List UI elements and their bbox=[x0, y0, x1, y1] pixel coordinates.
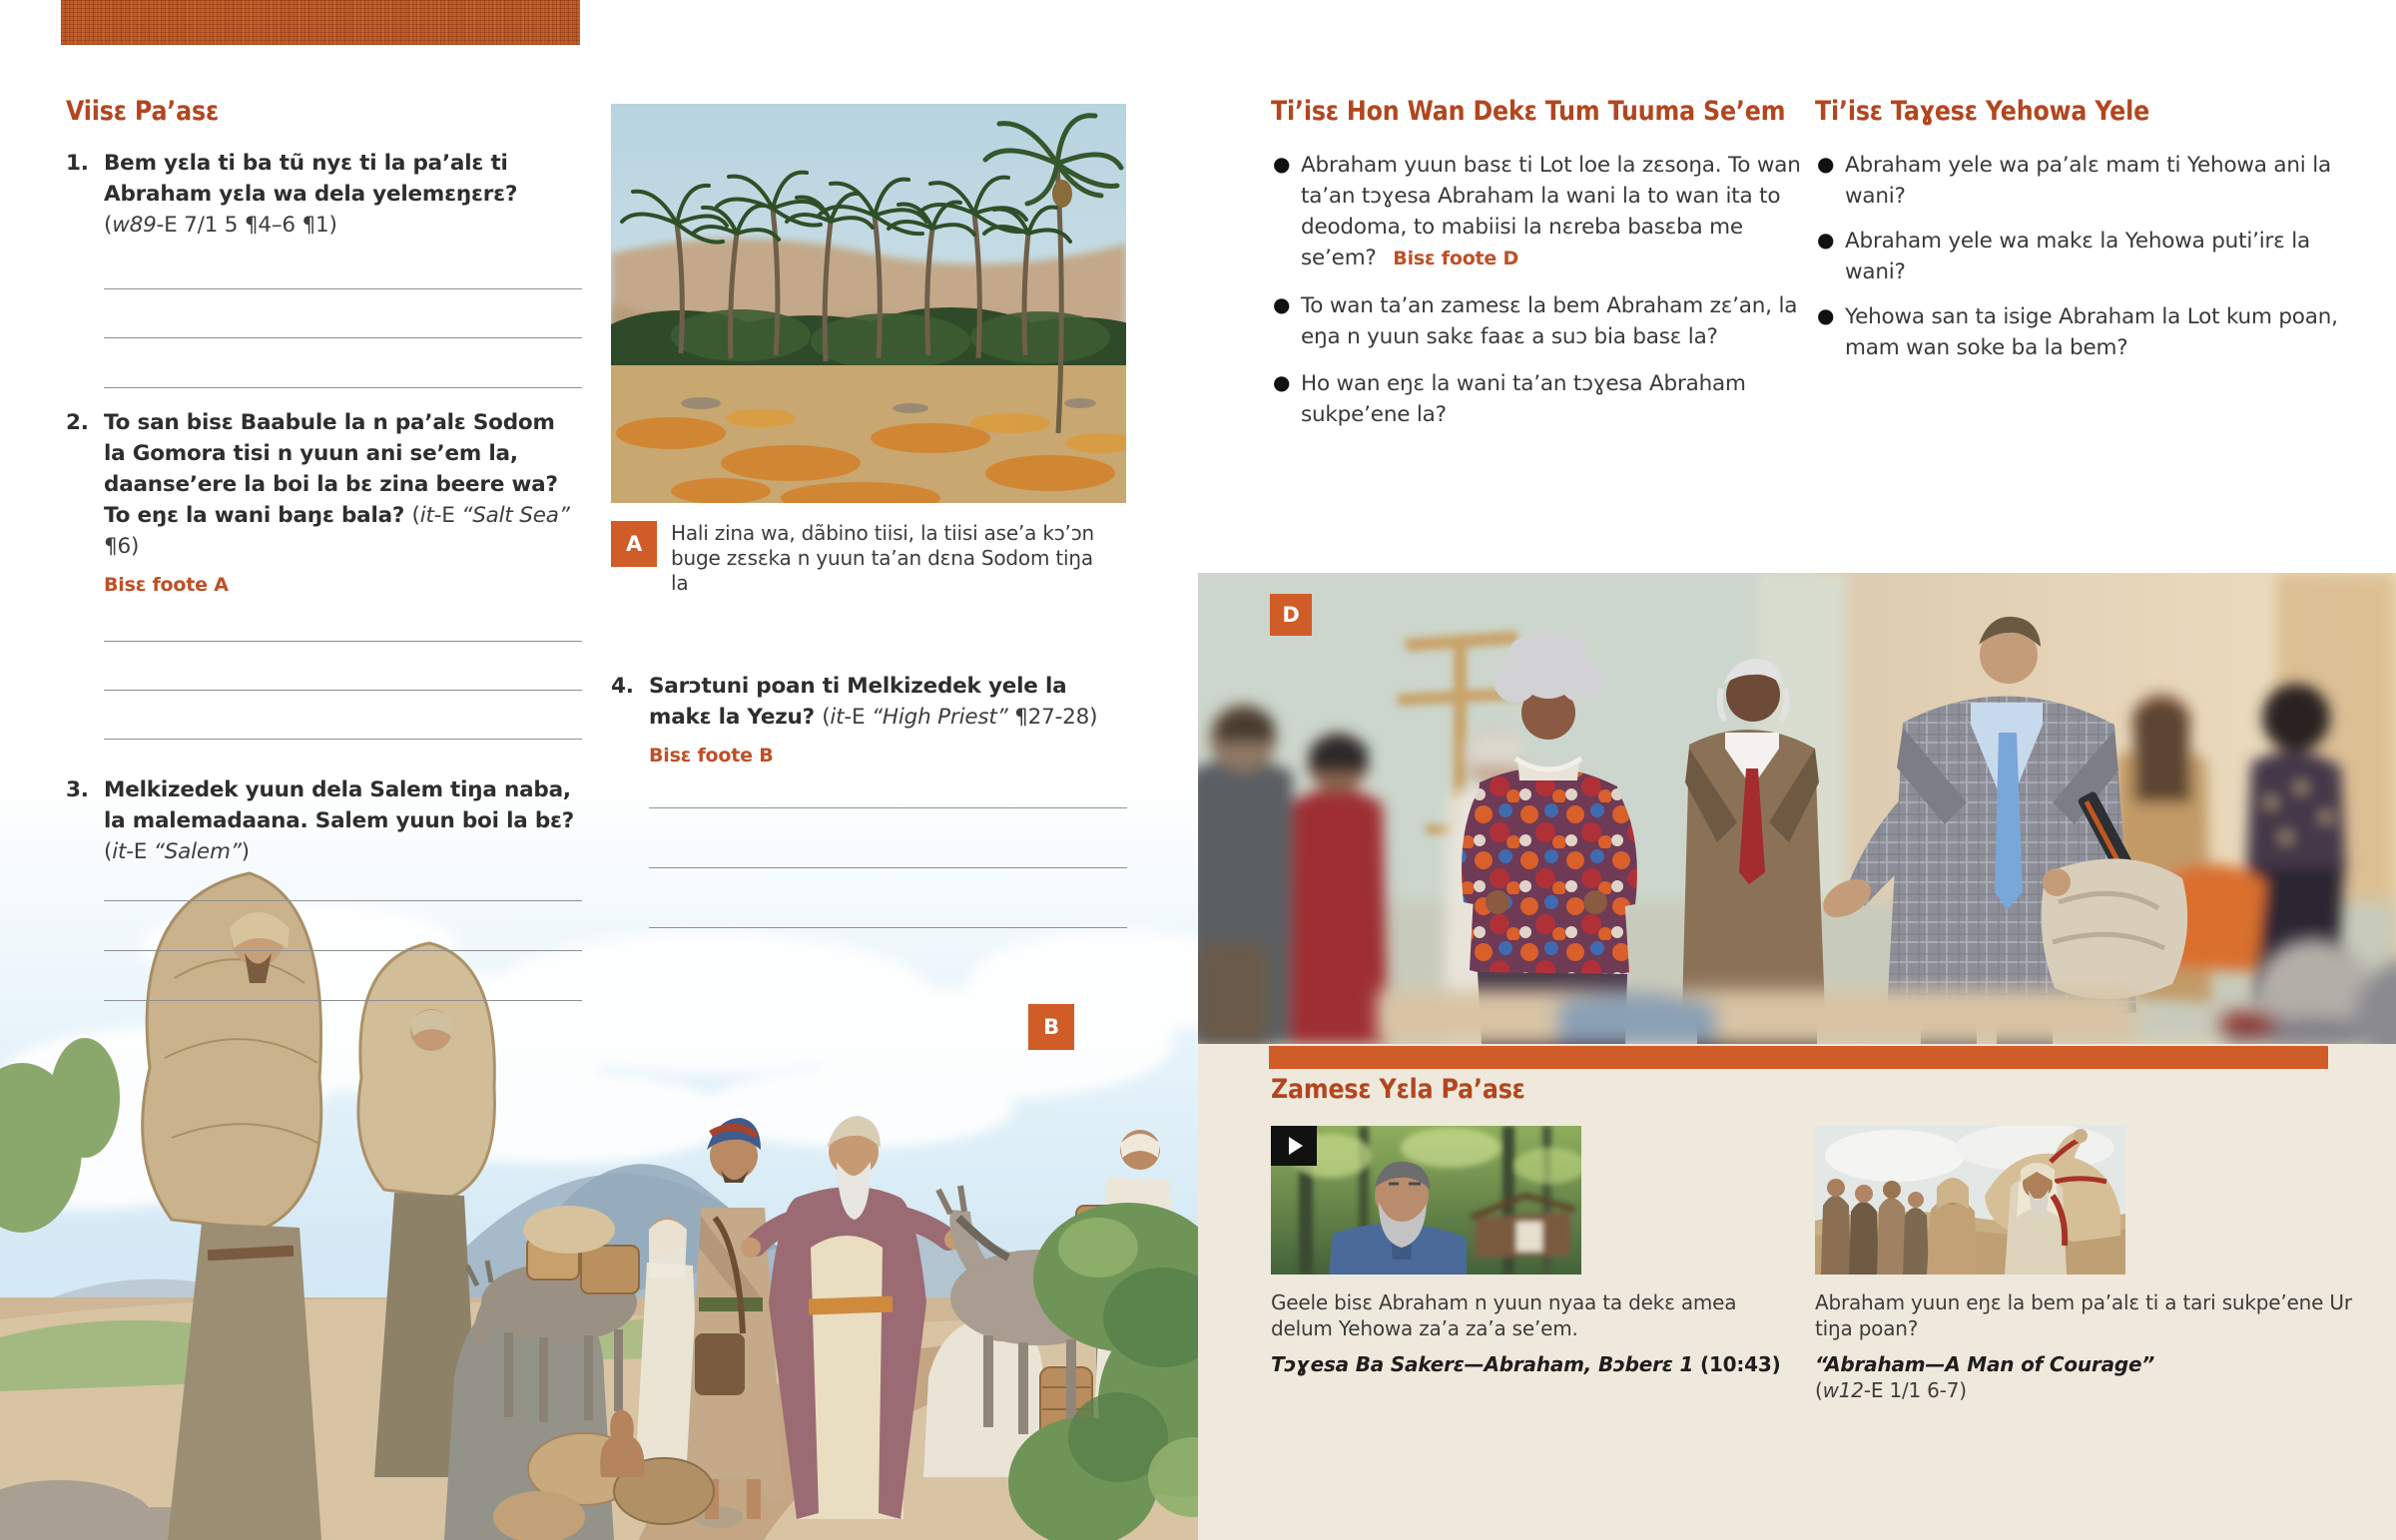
bullet-icon: ● bbox=[1273, 152, 1291, 176]
scripture-reference: (it-E “Salt Sea” ¶6) bbox=[104, 503, 570, 559]
video-thumbnail[interactable] bbox=[1271, 1126, 1581, 1275]
bullet-icon: ● bbox=[1273, 292, 1291, 316]
bullet-icon: ● bbox=[1817, 152, 1835, 176]
answer-line bbox=[104, 338, 582, 388]
cover-fabric-strip bbox=[61, 0, 580, 45]
answer-lines bbox=[611, 772, 1127, 928]
scripture-reference: (w89-E 7/1 5 ¶4–6 ¶1) bbox=[104, 213, 337, 238]
bullet-item: ● Abraham yele wa makɛ la Yehowa puti’irɛ la wani? bbox=[1815, 226, 2362, 287]
video-caption: Geele bisɛ Abraham n yuun nyaa ta dekɛ amea delum Yehowa za’a za’a se’em. bbox=[1271, 1290, 1737, 1340]
answer-lines bbox=[66, 245, 582, 388]
scripture-reference: (it-E “Salem”) bbox=[104, 839, 250, 864]
question-4 bbox=[611, 671, 1127, 733]
figure-a-caption-row bbox=[611, 521, 1126, 596]
article-thumbnail[interactable] bbox=[1815, 1126, 2125, 1275]
bullet-item: ● Abraham yele wa pa’alɛ mam ti Yehowa ani la wani? bbox=[1815, 150, 2362, 212]
video-title[interactable]: Tɔɣesa Ba Sakerɛ—Abraham, Bɔberɛ 1 bbox=[1271, 1352, 1694, 1376]
video-title-line bbox=[1271, 1351, 1795, 1377]
question-number: 2. bbox=[66, 410, 89, 435]
bullet-item: ● Yehowa san ta isige Abraham la Lot kum poan, mam wan soke ba la bem? bbox=[1815, 301, 2362, 363]
answer-line bbox=[104, 600, 582, 642]
section-heading-review: Viisɛ Pa’asɛ bbox=[66, 96, 220, 127]
answer-line bbox=[104, 871, 582, 901]
figure-label-d: D bbox=[1270, 594, 1312, 636]
video-duration: (10:43) bbox=[1693, 1352, 1781, 1376]
jehovah-section bbox=[1815, 96, 2362, 363]
question-text: Melkizedek yuun dela Salem tiŋa naba, la malemadaana. Salem yuun boi la bɛ? bbox=[104, 777, 575, 833]
figure-d-image-congregation bbox=[1198, 573, 2396, 1044]
answer-line bbox=[104, 951, 582, 1001]
play-button[interactable] bbox=[1271, 1126, 1317, 1166]
video-caption-block bbox=[1271, 1289, 1795, 1377]
bullet-item: ● Abraham yuun basɛ ti Lot loe la zɛsoŋa. To wan ta’an tɔɣesa Abraham la wani la to wan ita to deodoma, to mabiisi la nɛreba basɛba me se’em? Bisɛ foote D bbox=[1271, 150, 1815, 274]
section-heading-jehovah: Ti’isɛ Taɣesɛ Yehowa Yele bbox=[1815, 96, 2150, 127]
bullet-item: ● Ho wan eŋɛ la wani ta’an tɔɣesa Abraham sukpe’ene la? bbox=[1271, 368, 1815, 430]
article-reference: (w12-E 1/1 6-7) bbox=[1815, 1378, 1967, 1402]
section-heading-study-more: Zamesɛ Yɛla Pa’asɛ bbox=[1271, 1074, 1525, 1105]
answer-line bbox=[649, 772, 1127, 808]
question-2 bbox=[66, 407, 582, 562]
bullet-icon: ● bbox=[1817, 303, 1835, 327]
answer-line bbox=[104, 642, 582, 691]
answer-lines bbox=[66, 600, 582, 740]
footnote-link-d[interactable]: Bisɛ foote D bbox=[1393, 248, 1519, 269]
bullet-icon: ● bbox=[1273, 370, 1291, 394]
article-caption: Abraham yuun eŋɛ la bem pa’alɛ ti a tari sukpe’ene Ur tiŋa poan? bbox=[1815, 1290, 2352, 1340]
figure-label-a: A bbox=[611, 521, 657, 567]
article-caption-block bbox=[1815, 1289, 2354, 1403]
answer-line bbox=[104, 691, 582, 740]
question-text: Sarɔtuni poan ti Melkizedek yele la makɛ la Yezu? bbox=[649, 674, 1067, 730]
figure-a-caption: Hali zina wa, dãbino tiisi, la tiisi ase’a kɔ’ɔn buge zɛsɛka n yuun ta’an dɛna Sodom tiŋa la bbox=[671, 521, 1094, 595]
section-heading-apply: Ti’isɛ Hon Wan Dekɛ Tum Tuuma Se’em bbox=[1271, 96, 1786, 127]
question-text: Bem yɛla ti ba tũ nyɛ ti la pa’alɛ ti Abraham yɛla wa dela yelemɛŋɛrɛ? bbox=[104, 151, 518, 207]
footnote-link-a[interactable]: Bisɛ foote A bbox=[104, 574, 229, 596]
answer-line bbox=[649, 808, 1127, 868]
bullet-icon: ● bbox=[1817, 228, 1835, 252]
orange-divider-bar bbox=[1269, 1046, 2328, 1069]
question-number: 3. bbox=[66, 777, 89, 802]
question-1 bbox=[66, 148, 582, 241]
answer-lines bbox=[66, 871, 582, 1001]
answer-line bbox=[104, 901, 582, 951]
question-number: 1. bbox=[66, 151, 89, 176]
question-3 bbox=[66, 774, 582, 867]
review-section bbox=[66, 96, 582, 1001]
figure-label-b: B bbox=[1028, 1004, 1074, 1050]
play-icon bbox=[1289, 1137, 1303, 1155]
question-text: To san bisɛ Baabule la n pa’alɛ Sodom la Gomora tisi n yuun ani se’em la, daanse’ere la boi la bɛ zina beere wa? To eŋɛ la wani baŋɛ bala? bbox=[104, 410, 558, 528]
bullet-item: ● To wan ta’an zamesɛ la bem Abraham zɛ’an, la eŋa n yuun sakɛ faaɛ a suɔ bia basɛ la? bbox=[1271, 290, 1815, 352]
answer-line bbox=[104, 289, 582, 338]
question-number: 4. bbox=[611, 674, 634, 699]
article-title-line bbox=[1815, 1351, 2354, 1403]
footnote-link-b[interactable]: Bisɛ foote B bbox=[649, 745, 774, 767]
question-4-block bbox=[611, 671, 1127, 928]
figure-a-image-palm-oasis bbox=[611, 104, 1126, 503]
apply-section bbox=[1271, 96, 1815, 430]
article-title[interactable]: “Abraham—A Man of Courage” bbox=[1815, 1352, 2155, 1376]
answer-line bbox=[649, 868, 1127, 928]
scripture-reference: (it-E “High Priest” ¶27-28) bbox=[822, 705, 1098, 730]
answer-line bbox=[104, 245, 582, 289]
